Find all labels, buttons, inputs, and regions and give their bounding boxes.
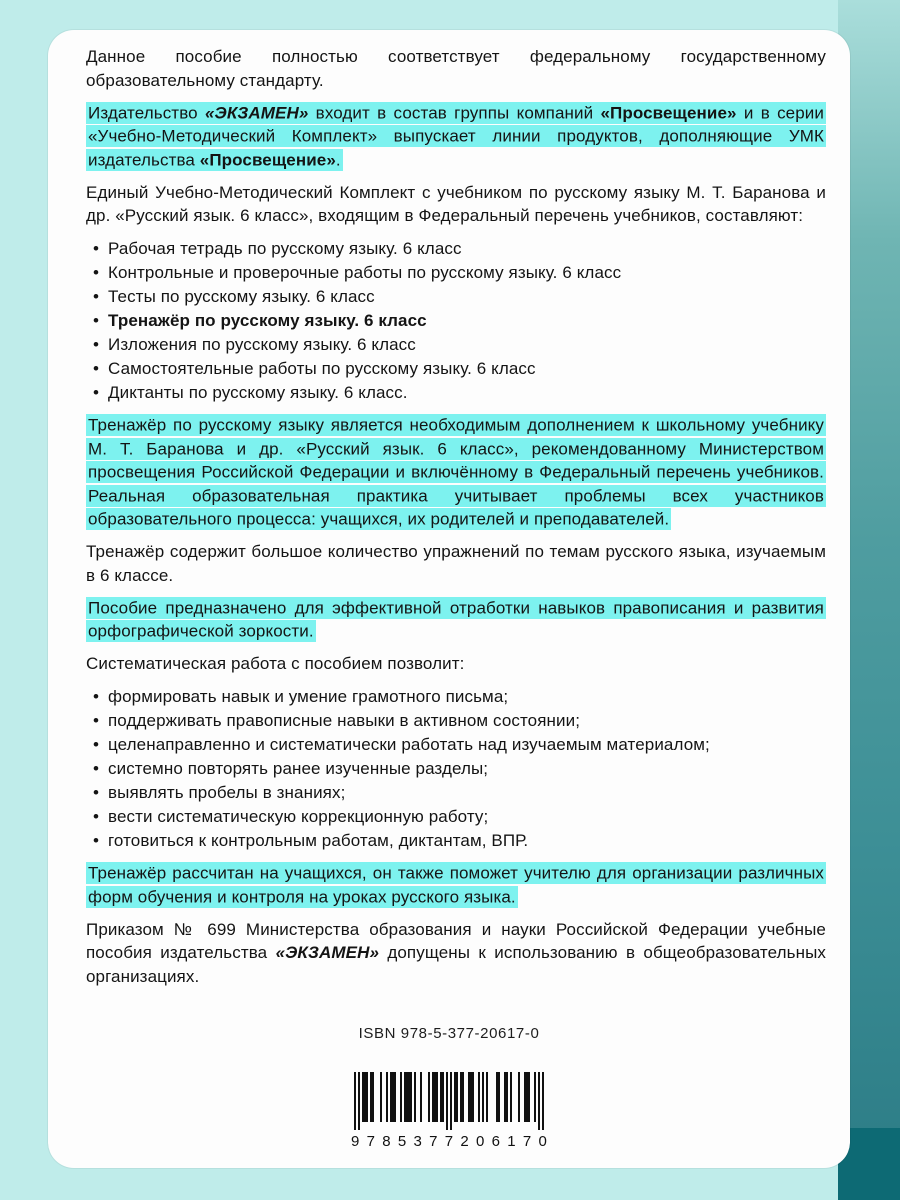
- bullet-item: [92, 261, 826, 285]
- bullet-item: [92, 757, 826, 781]
- highlighted-paragraph: [86, 596, 826, 643]
- paragraph: [86, 45, 826, 92]
- barcode-digit: 0: [476, 1133, 485, 1150]
- bullet-item: [92, 333, 826, 357]
- text-segment: Тесты по русскому языку. 6 класс: [108, 286, 375, 306]
- bullet-list: [86, 685, 826, 853]
- text-segment: готовиться к контрольным работам, диктантам, ВПР.: [108, 830, 529, 850]
- bullet-item: [92, 829, 826, 853]
- text-segment: Самостоятельные работы по русскому языку. 6 класс: [108, 358, 536, 378]
- text-segment: Приказом № 699 Министерства образования и науки Российской Федерации учебные пособия издательства: [86, 919, 826, 962]
- highlighted-paragraph: [86, 862, 826, 909]
- highlight-mark: [86, 102, 826, 171]
- text-segment: Тренажёр по русскому языку является необходимым дополнением к школьному учебнику М. Т. Баранова и др. «Русский язык. 6 класс», рекомендованному Министерством просвещения Российской Федерации и включённому в Федеральный перечень учебников. Реальная образовательная практика учитывает проблемы всех участников образовательного процесса: учащихся, их родителей и преподавателей.: [88, 415, 824, 529]
- text-segment: Рабочая тетрадь по русскому языку. 6 класс: [108, 238, 462, 258]
- text-segment: поддерживать правописные навыки в активном состоянии;: [108, 710, 581, 730]
- text-segment: Диктанты по русскому языку. 6 класс.: [108, 382, 408, 402]
- paragraph: [86, 540, 826, 587]
- text-segment: и в серии «Учебно-Методический Комплект» выпускает линии продуктов, дополняющие УМК издательства: [88, 103, 824, 169]
- bullet-item: [92, 781, 826, 805]
- text-segment: формировать навык и умение грамотного письма;: [108, 686, 509, 706]
- text-segment: допущены к использованию в общеобразовательных организациях.: [86, 943, 826, 986]
- highlighted-paragraph: [86, 414, 826, 532]
- bullet-item: [92, 381, 826, 405]
- text-segment: Тренажёр по русскому языку. 6 класс: [108, 310, 427, 330]
- text-segment: .: [335, 150, 341, 169]
- barcode-digit: 3: [413, 1133, 422, 1150]
- isbn-label: ISBN 978-5-377-20617-0: [358, 1025, 540, 1042]
- bullet-list: [86, 237, 826, 405]
- bullet-item: [92, 709, 826, 733]
- bullet-item: [92, 805, 826, 829]
- barcode-digit: 7: [429, 1133, 438, 1150]
- paragraph: [86, 652, 826, 676]
- barcode-digit: 5: [397, 1133, 407, 1150]
- highlight-mark: [86, 414, 826, 530]
- bullet-item: [92, 237, 826, 261]
- barcode-digit: 0: [538, 1133, 547, 1150]
- text-blocks: [48, 30, 850, 988]
- paragraph: [86, 181, 826, 228]
- text-segment: Тренажёр рассчитан на учащихся, он также поможет учителю для организации различных форм обучения и контроля на уроках русского языка.: [88, 863, 824, 906]
- text-segment: Систематическая работа с пособием позволит:: [86, 654, 465, 673]
- barcode-digit: 7: [522, 1133, 532, 1150]
- text-segment: «ЭКЗАМЕН»: [275, 943, 380, 962]
- bullet-item: [92, 285, 826, 309]
- highlight-mark: [86, 597, 826, 643]
- barcode: [349, 1072, 549, 1150]
- book-back-cover-card: [48, 30, 850, 1168]
- paragraph: [86, 918, 826, 989]
- barcode-digit: 2: [460, 1133, 469, 1150]
- text-segment: Контрольные и проверочные работы по русскому языку. 6 класс: [108, 262, 622, 282]
- text-segment: Единый Учебно-Методический Комплект с учебником по русскому языку М. Т. Баранова и др. «Русский язык. 6 класс», входящим в Федеральный перечень учебников, составляют:: [86, 182, 826, 225]
- text-segment: Тренажёр содержит большое количество упражнений по темам русского языка, изучаемым в 6 классе.: [86, 542, 826, 585]
- text-segment: выявлять пробелы в знаниях;: [108, 782, 346, 802]
- barcode-digit: 7: [444, 1133, 454, 1150]
- text-segment: Издательство: [88, 103, 205, 122]
- barcode-digits: [351, 1133, 547, 1150]
- barcode-digit: 9: [351, 1133, 360, 1150]
- highlighted-paragraph: [86, 101, 826, 172]
- text-segment: Изложения по русскому языку. 6 класс: [108, 334, 416, 354]
- highlight-mark: [86, 862, 826, 908]
- text-segment: Пособие предназначено для эффективной отработки навыков правописания и развития орфографической зоркости.: [88, 598, 824, 641]
- text-segment: «ЭКЗАМЕН»: [204, 103, 309, 122]
- bullet-item: [92, 309, 826, 333]
- barcode-digit: 7: [366, 1133, 375, 1150]
- bullet-item: [92, 357, 826, 381]
- text-segment: входит в состав группы компаний: [308, 103, 601, 122]
- barcode-bars: [354, 1072, 544, 1130]
- isbn-area: [48, 1025, 850, 1150]
- bullet-item: [92, 733, 826, 757]
- barcode-digit: 1: [507, 1133, 516, 1150]
- text-segment: Данное пособие полностью соответствует федеральному государственному образовательному стандарту.: [86, 47, 826, 90]
- text-segment: целенаправленно и систематически работать над изучаемым материалом;: [108, 734, 710, 754]
- barcode-digit: 6: [491, 1133, 500, 1150]
- barcode-digit: 8: [382, 1133, 391, 1150]
- text-segment: «Просвещение»: [199, 150, 336, 169]
- text-segment: вести систематическую коррекционную работу;: [108, 806, 489, 826]
- text-segment: системно повторять ранее изученные разделы;: [108, 758, 489, 778]
- text-segment: «Просвещение»: [600, 103, 737, 122]
- bullet-item: [92, 685, 826, 709]
